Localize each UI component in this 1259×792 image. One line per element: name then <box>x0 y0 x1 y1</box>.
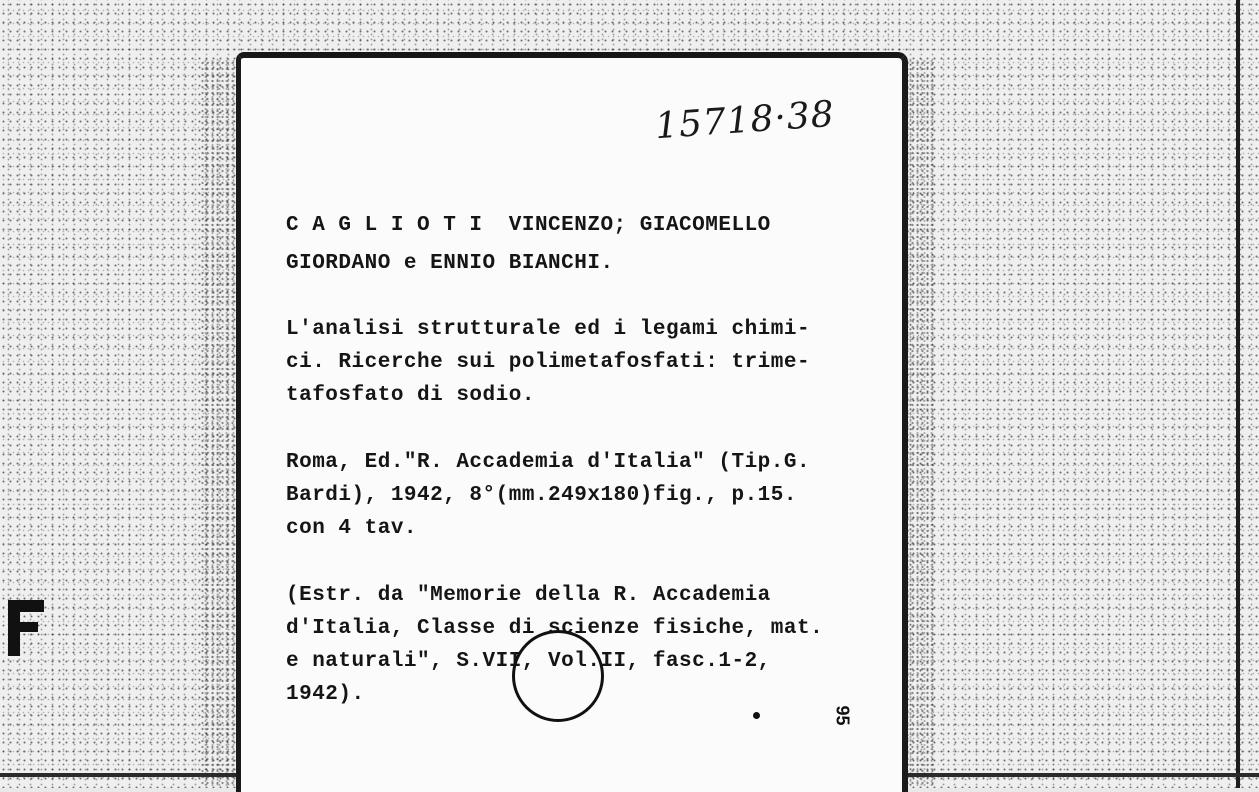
note-line-2: d'Italia, Classe di scienze fisiche, mat. <box>286 617 824 640</box>
title-line-1: L'analisi strutturale ed i legami chimi- <box>286 318 811 341</box>
f-glyph-icon <box>6 598 46 658</box>
library-stamp <box>512 630 604 722</box>
scan-noise-left <box>200 60 240 788</box>
imprint-line-2: Bardi), 1942, 8°(mm.249x180)fig., p.15. <box>286 484 797 507</box>
author-line-1: C A G L I O T I VINCENZO; GIACOMELLO <box>286 214 771 237</box>
note-line-4: 1942). <box>286 683 365 706</box>
accession-number: 15718·38 <box>653 93 836 148</box>
imprint-line-3: con 4 tav. <box>286 517 418 540</box>
author-line-2: GIORDANO e ENNIO BIANCHI. <box>286 252 614 275</box>
side-number: 95 <box>832 705 853 726</box>
title-line-3: tafosfato di sodio. <box>286 384 535 407</box>
ink-dot <box>753 712 760 719</box>
note-line-1: (Estr. da "Memorie della R. Accademia <box>286 584 771 607</box>
title-line-2: ci. Ricerche sui polimetafosfati: trime- <box>286 351 811 374</box>
imprint-line-1: Roma, Ed."R. Accademia d'Italia" (Tip.G. <box>286 451 811 474</box>
scan-noise-right <box>905 60 935 788</box>
note-line-3: e naturali", S.VII, Vol.II, fasc.1-2, <box>286 650 771 673</box>
adjacent-card-edge <box>1236 0 1240 788</box>
